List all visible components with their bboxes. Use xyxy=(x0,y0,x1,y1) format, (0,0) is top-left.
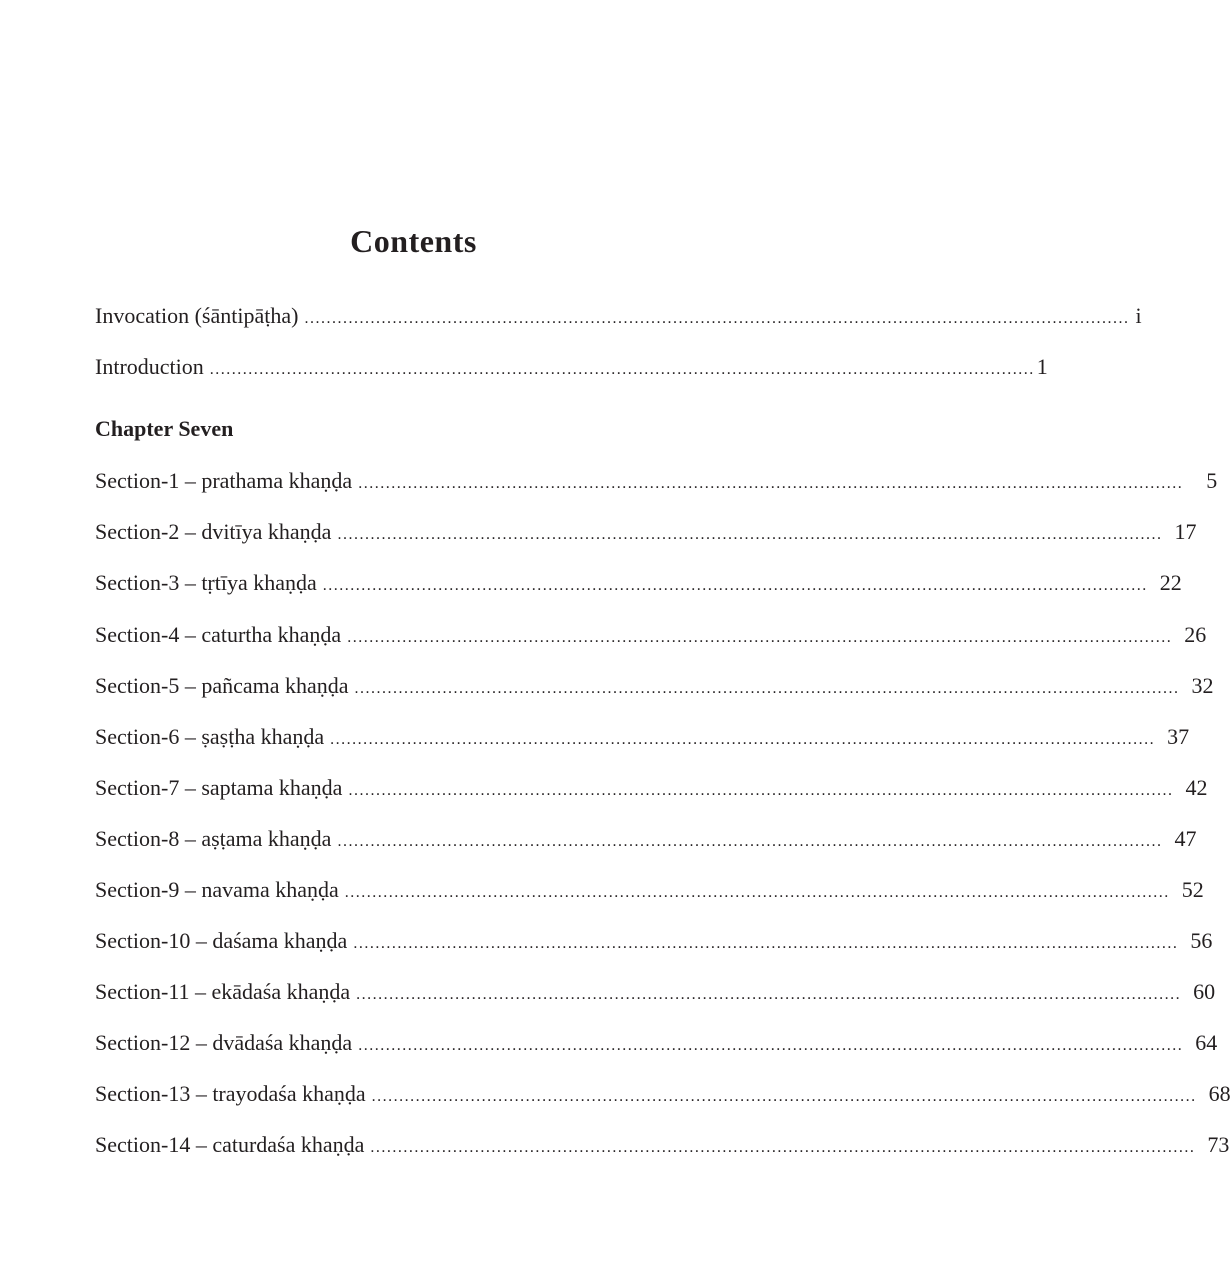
toc-entry-page: i xyxy=(1135,303,1142,328)
toc-entry-label: Section-13 – trayodaśa khaṇḍa xyxy=(95,1081,366,1106)
toc-entry-page: 22 xyxy=(1159,570,1182,595)
toc-entry-page: 37 xyxy=(1167,724,1190,749)
toc-entry-page: 47 xyxy=(1174,826,1197,851)
toc-entry-label: Section-1 – prathama khaṇḍa xyxy=(95,468,353,493)
toc-entry-section[interactable] xyxy=(95,671,1214,704)
toc-entry-section[interactable] xyxy=(95,1028,1218,1061)
toc-entry-section[interactable] xyxy=(95,1079,1231,1112)
dot-leader: ...................................................................................................................................................... xyxy=(347,629,1173,646)
toc-entry-label: Section-9 – navama khaṇḍa xyxy=(95,877,339,902)
toc-entry-page: 32 xyxy=(1191,673,1214,698)
toc-entry-label: Section-2 – dvitīya khaṇḍa xyxy=(95,519,332,544)
toc-entry-section[interactable] xyxy=(95,722,1190,755)
toc-entry-page: 64 xyxy=(1195,1030,1218,1055)
toc-entry-label: Section-6 – ṣaṣṭha khaṇḍa xyxy=(95,724,325,749)
toc-entry-page: 5 xyxy=(1206,468,1218,493)
dot-leader: ...................................................................................................................................................... xyxy=(354,680,1180,697)
toc-entry-label: Invocation (śāntipāṭha) xyxy=(95,303,299,328)
dot-leader: ...................................................................................................................................................... xyxy=(356,986,1182,1003)
toc-entry-section[interactable] xyxy=(95,466,1218,499)
toc-entry-label: Section-8 – aṣṭama khaṇḍa xyxy=(95,826,332,851)
chapter-heading: Chapter Seven xyxy=(95,416,234,441)
toc-entry-page: 68 xyxy=(1208,1081,1231,1106)
dot-leader: ...................................................................................................................................................... xyxy=(344,884,1170,901)
toc-entry-page: 17 xyxy=(1174,519,1197,544)
toc-entry-section[interactable] xyxy=(95,620,1207,653)
dot-leader: ...................................................................................................................................................... xyxy=(358,475,1184,492)
dot-leader: ...................................................................................................................................................... xyxy=(337,833,1163,850)
toc-entry-page: 73 xyxy=(1207,1132,1230,1157)
dot-leader: ...................................................................................................................................................... xyxy=(358,1037,1184,1054)
toc-entry-invocation[interactable] xyxy=(95,301,1142,334)
dot-leader: ...................................................................................................................................................... xyxy=(337,526,1163,543)
toc-entry-page: 60 xyxy=(1193,979,1216,1004)
dot-leader: ...................................................................................................................................................... xyxy=(322,577,1148,594)
toc-entry-introduction[interactable] xyxy=(95,352,1048,385)
toc-entry-section[interactable] xyxy=(95,517,1197,550)
page-title: Contents xyxy=(350,223,477,260)
toc-entry-label: Section-7 – saptama khaṇḍa xyxy=(95,775,343,800)
toc-entry-label: Section-10 – daśama khaṇḍa xyxy=(95,928,348,953)
toc-entry-section[interactable] xyxy=(95,977,1216,1010)
toc-entry-label: Section-4 – caturtha khaṇḍa xyxy=(95,622,342,647)
toc-entry-label: Section-5 – pañcama khaṇḍa xyxy=(95,673,349,698)
dot-leader: ...................................................................................................................................................... xyxy=(348,782,1174,799)
dot-leader: ...................................................................................................................................................... xyxy=(209,361,1035,378)
toc-entry-page: 52 xyxy=(1181,877,1204,902)
dot-leader: ...................................................................................................................................................... xyxy=(371,1088,1197,1105)
toc-entry-section[interactable] xyxy=(95,773,1208,806)
toc-entry-section[interactable] xyxy=(95,568,1182,601)
toc-entry-section[interactable] xyxy=(95,1130,1230,1163)
toc-entry-section[interactable] xyxy=(95,926,1213,959)
toc-entry-page: 26 xyxy=(1184,622,1207,647)
toc-entry-label: Section-12 – dvādaśa khaṇḍa xyxy=(95,1030,353,1055)
toc-entry-label: Introduction xyxy=(95,354,204,379)
toc-entry-section[interactable] xyxy=(95,824,1197,857)
toc-entry-label: Section-11 – ekādaśa khaṇḍa xyxy=(95,979,351,1004)
toc-entry-section[interactable] xyxy=(95,875,1204,908)
dot-leader: ...................................................................................................................................................... xyxy=(370,1139,1196,1156)
toc-entry-label: Section-3 – tṛtīya khaṇḍa xyxy=(95,570,317,595)
dot-leader: ...................................................................................................................................................... xyxy=(304,310,1130,327)
toc-entry-label: Section-14 – caturdaśa khaṇḍa xyxy=(95,1132,365,1157)
dot-leader: ...................................................................................................................................................... xyxy=(353,935,1179,952)
dot-leader: ...................................................................................................................................................... xyxy=(330,731,1156,748)
toc-entry-page: 56 xyxy=(1190,928,1213,953)
toc-entry-page: 1 xyxy=(1036,354,1048,379)
toc-entry-page: 42 xyxy=(1185,775,1208,800)
